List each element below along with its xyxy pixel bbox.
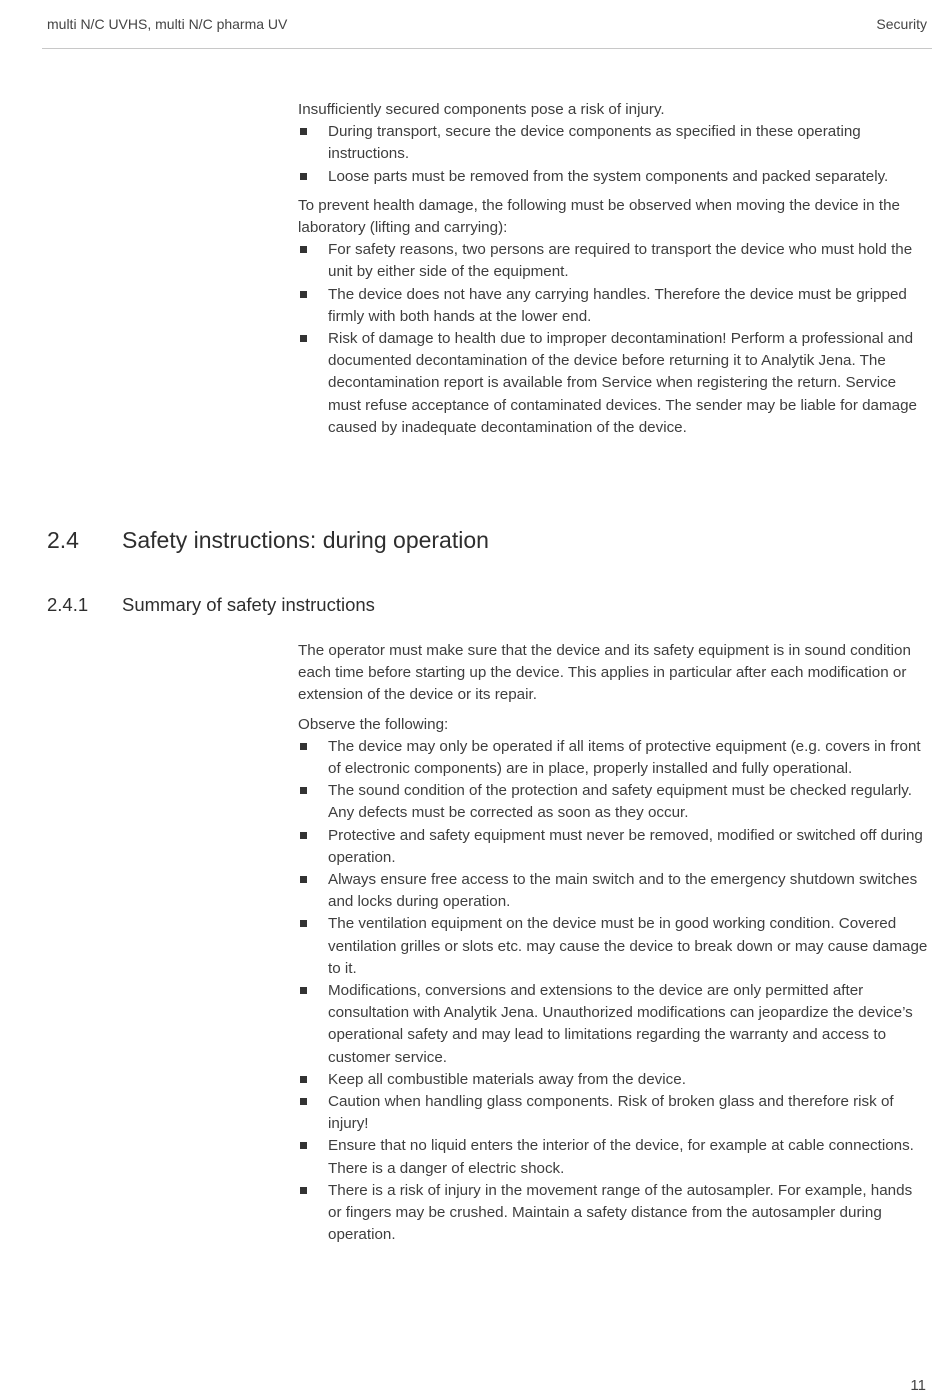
operation-bullet-list	[298, 736, 928, 1247]
list-item	[298, 239, 928, 283]
square-bullet-icon	[300, 246, 307, 253]
list-item-text: Modifications, conversions and extensions to the device are only permitted after consultation with Analytik Jena. Unauthorized modifications can jeopardize the device’s operational safety and may lead to limitations regarding the warranty and access to customer service.	[328, 982, 913, 1066]
list-item	[298, 825, 928, 869]
section-heading-2-4	[47, 527, 489, 554]
square-bullet-icon	[300, 987, 307, 994]
list-item-text: The device may only be operated if all items of protective equipment (e.g. covers in front of electronic components) are in place, properly installed and fully operational.	[328, 737, 921, 778]
list-item	[298, 913, 928, 980]
list-item-text: There is a risk of injury in the movement range of the autosampler. For example, hands or fingers may be crushed. Maintain a safety distance from the autosampler during operation.	[328, 1181, 913, 1244]
observe-intro: Observe the following:	[298, 715, 449, 733]
list-item	[298, 1091, 928, 1135]
header-divider	[42, 48, 932, 49]
list-item-text: During transport, secure the device components as specified in these operating instructions.	[328, 123, 861, 163]
square-bullet-icon	[300, 1076, 307, 1083]
list-item-text: The device does not have any carrying handles. Therefore the device must be gripped firmly with both hands at the lower end.	[328, 285, 907, 325]
list-item	[298, 284, 928, 328]
list-item-text: Ensure that no liquid enters the interior of the device, for example at cable connections. There is a danger of electric shock.	[328, 1137, 914, 1177]
list-item	[298, 121, 928, 165]
operation-safety-block	[298, 640, 928, 1246]
list-item-text: Always ensure free access to the main switch and to the emergency shutdown switches and locks during operation.	[328, 871, 918, 911]
list-item-text: Protective and safety equipment must never be removed, modified or switched off during operation.	[328, 826, 923, 866]
list-item-text: Risk of damage to health due to improper decontamination! Perform a professional and documented decontamination of the device before returning it to Analytik Jena. The decontamination report is available from Service when registering the return. Service must refuse acceptance of contaminated devices. The sender may be liable for damage caused by inadequate decontamination of the device.	[328, 330, 917, 436]
section-heading-2-4-1	[47, 594, 375, 616]
transport-intro: Insufficiently secured components pose a risk of injury.	[298, 101, 665, 118]
list-item	[298, 1135, 928, 1179]
header-chapter-title: Security	[876, 16, 927, 32]
section-number: 2.4	[47, 527, 79, 553]
list-item-text: Loose parts must be removed from the system components and packed separately.	[328, 167, 889, 185]
square-bullet-icon	[300, 1098, 307, 1105]
list-item-text: Caution when handling glass components. Risk of broken glass and therefore risk of injury!	[328, 1093, 894, 1133]
square-bullet-icon	[300, 1187, 307, 1194]
square-bullet-icon	[300, 335, 307, 342]
list-item	[298, 166, 928, 188]
list-item-text: The ventilation equipment on the device must be in good working condition. Covered ventilation grilles or slots etc. may cause the device to break down or may cause damage to it.	[328, 915, 928, 977]
list-item	[298, 1180, 928, 1247]
page-number: 11	[910, 1377, 926, 1394]
list-item	[298, 780, 928, 824]
square-bullet-icon	[300, 743, 307, 750]
list-item	[298, 736, 928, 780]
square-bullet-icon	[300, 920, 307, 927]
subsection-title: Summary of safety instructions	[122, 594, 375, 615]
transport-safety-block	[298, 99, 928, 439]
square-bullet-icon	[300, 787, 307, 794]
square-bullet-icon	[300, 291, 307, 298]
square-bullet-icon	[300, 876, 307, 883]
list-item	[298, 328, 928, 439]
moving-device-paragraph: To prevent health damage, the following must be observed when moving the device in the laboratory (lifting and carrying):	[298, 196, 900, 237]
subsection-number: 2.4.1	[47, 594, 89, 615]
list-item	[298, 869, 928, 913]
list-item-text: The sound condition of the protection and safety equipment must be checked regularly. Any defects must be corrected as soon as they occur.	[328, 782, 912, 822]
list-item-text: For safety reasons, two persons are required to transport the device who must hold the unit by either side of the equipment.	[328, 241, 913, 281]
moving-bullet-list	[298, 239, 928, 439]
operator-paragraph: The operator must make sure that the device and its safety equipment is in sound condition each time before starting up the device. This applies in particular after each modification or extension of the device or its repair.	[298, 642, 911, 704]
list-item	[298, 980, 928, 1069]
transport-bullet-list	[298, 121, 928, 188]
section-title: Safety instructions: during operation	[122, 527, 489, 553]
list-item	[298, 1069, 928, 1091]
square-bullet-icon	[300, 128, 307, 135]
square-bullet-icon	[300, 832, 307, 839]
list-item-text: Keep all combustible materials away from the device.	[328, 1070, 686, 1088]
header-document-title: multi N/C UVHS, multi N/C pharma UV	[47, 16, 288, 32]
square-bullet-icon	[300, 173, 307, 180]
square-bullet-icon	[300, 1142, 307, 1149]
